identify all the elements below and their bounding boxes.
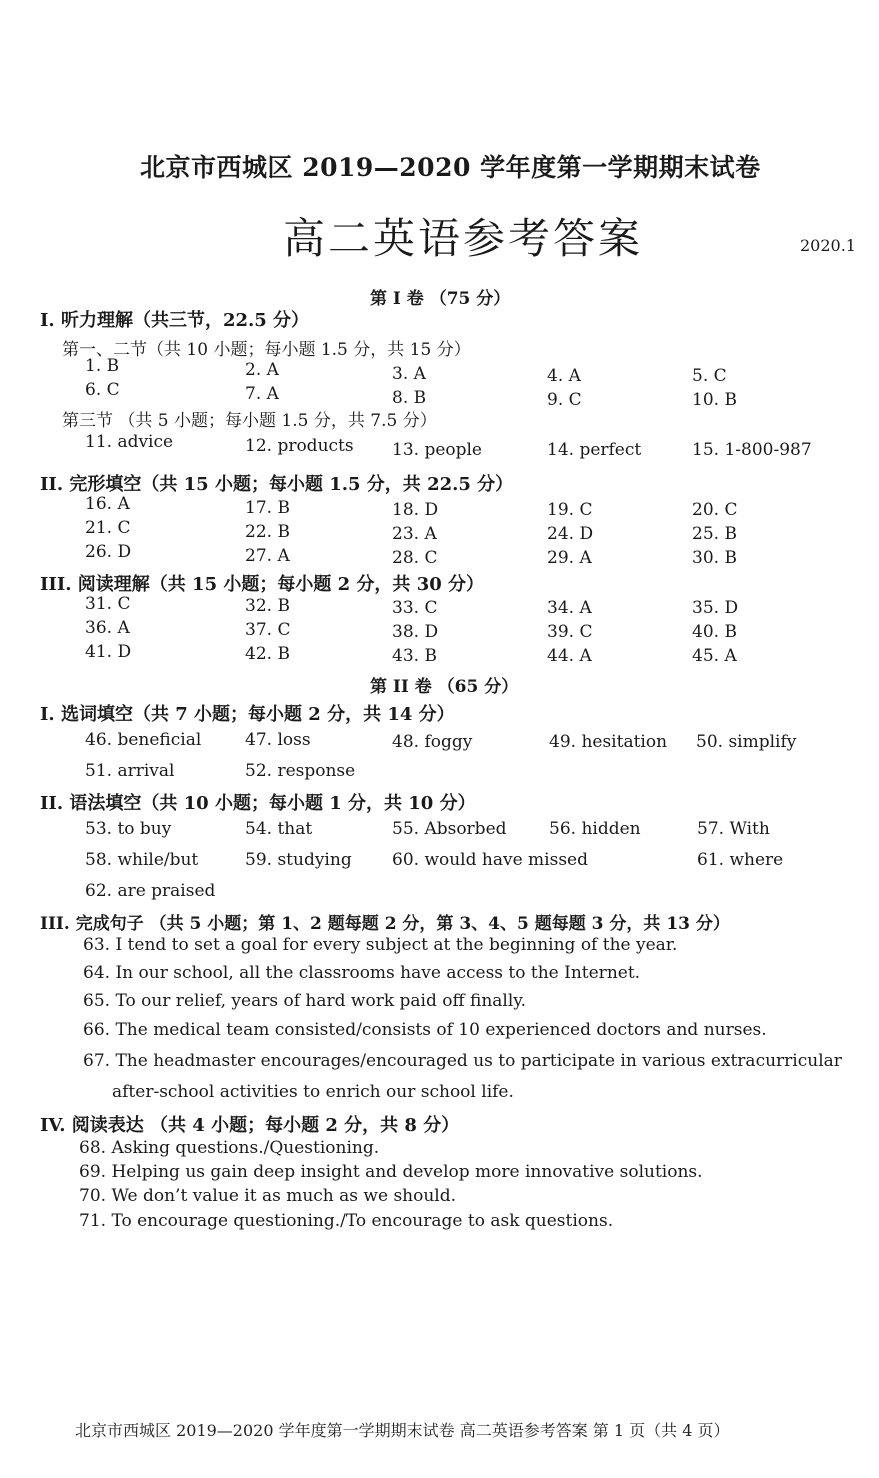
answer-item: 41. D — [85, 642, 132, 662]
answer-item: 23. A — [392, 524, 437, 544]
answer-item: 39. C — [547, 622, 593, 642]
listening-sec12-title: 第一、二节（共 10 小题；每小题 1.5 分，共 15 分） — [62, 340, 471, 360]
answer-item: 44. A — [547, 646, 592, 666]
answer-item: 34. A — [547, 598, 592, 618]
expression-section-title: IV. 阅读表达 （共 4 小题；每小题 2 分，共 8 分） — [40, 1115, 460, 1136]
answer-item: 46. beneficial — [85, 730, 202, 750]
answer-item: 55. Absorbed — [392, 819, 507, 839]
answer-item: 38. D — [392, 622, 439, 642]
sentence-answer: 71. To encourage questioning./To encourage to ask questions. — [79, 1211, 614, 1231]
answer-item: 4. A — [547, 366, 581, 386]
answer-item: 5. C — [692, 366, 727, 386]
page-footer: 北京市西城区 2019—2020 学年度第一学期期末试卷 高二英语参考答案 第 1 页（共 4 页） — [75, 1421, 730, 1440]
answer-item: 42. B — [245, 644, 290, 664]
answer-item: 56. hidden — [549, 819, 641, 839]
sentence-answer: 70. We don’t value it as much as we should. — [79, 1186, 457, 1206]
answer-item: 62. are praised — [85, 881, 216, 901]
answer-item: 12. products — [245, 436, 354, 456]
answer-item: 45. A — [692, 646, 737, 666]
answer-item: 48. foggy — [392, 732, 473, 752]
answer-item: 22. B — [245, 522, 290, 542]
sentence-answer: 63. I tend to set a goal for every subject at the beginning of the year. — [83, 935, 678, 955]
sentence-answer: 65. To our relief, years of hard work paid off finally. — [83, 991, 527, 1011]
word-fill-section-title: I. 选词填空（共 7 小题；每小题 2 分，共 14 分） — [40, 704, 455, 725]
answer-item: 61. where — [697, 850, 784, 870]
part2-title: 第 II 卷 （65 分） — [370, 677, 519, 697]
answer-item: 24. D — [547, 524, 594, 544]
answer-item: 51. arrival — [85, 761, 175, 781]
sentence-answer: 67. The headmaster encourages/encouraged us to participate in various extracurricular — [83, 1051, 842, 1071]
answer-item: 13. people — [392, 440, 482, 460]
answer-item: 53. to buy — [85, 819, 172, 839]
listening-section-title: I. 听力理解（共三节，22.5 分） — [40, 310, 310, 331]
sentence-answer: 68. Asking questions./Questioning. — [79, 1138, 380, 1158]
document-title: 高二英语参考答案 — [283, 214, 644, 263]
answer-item: 26. D — [85, 542, 132, 562]
answer-item: 36. A — [85, 618, 130, 638]
answer-item: 29. A — [547, 548, 592, 568]
answer-item: 43. B — [392, 646, 437, 666]
answer-item: 59. studying — [245, 850, 352, 870]
sentence-answer: 69. Helping us gain deep insight and develop more innovative solutions. — [79, 1162, 703, 1182]
answer-item: 32. B — [245, 596, 290, 616]
answer-item: 10. B — [692, 390, 737, 410]
answer-item: 20. C — [692, 500, 738, 520]
answer-item: 27. A — [245, 546, 290, 566]
answer-item: 58. while/but — [85, 850, 199, 870]
answer-item: 11. advice — [85, 432, 174, 452]
grammar-section-title: II. 语法填空（共 10 小题；每小题 1 分，共 10 分） — [40, 793, 476, 814]
answer-item: 52. response — [245, 761, 356, 781]
answer-item: 40. B — [692, 622, 737, 642]
answer-item: 18. D — [392, 500, 439, 520]
answer-item: 47. loss — [245, 730, 311, 750]
answer-item: 57. With — [697, 819, 770, 839]
sentence-answer-continued: after-school activities to enrich our school life. — [112, 1082, 514, 1102]
answer-item: 60. would have missed — [392, 850, 588, 870]
answer-item: 16. A — [85, 494, 130, 514]
answer-item: 1. B — [85, 356, 120, 376]
answer-item: 6. C — [85, 380, 120, 400]
answer-item: 33. C — [392, 598, 438, 618]
answer-item: 3. A — [392, 364, 426, 384]
sentence-answer: 64. In our school, all the classrooms have access to the Internet. — [83, 963, 641, 983]
answer-item: 49. hesitation — [549, 732, 668, 752]
answer-item: 19. C — [547, 500, 593, 520]
answer-item: 8. B — [392, 388, 427, 408]
cloze-section-title: II. 完形填空（共 15 小题；每小题 1.5 分，共 22.5 分） — [40, 474, 514, 495]
listening-sec3-title: 第三节 （共 5 小题；每小题 1.5 分，共 7.5 分） — [62, 411, 437, 431]
answer-item: 37. C — [245, 620, 291, 640]
answer-item: 54. that — [245, 819, 313, 839]
answer-item: 14. perfect — [547, 440, 642, 460]
sentence-answer: 66. The medical team consisted/consists of 10 experienced doctors and nurses. — [83, 1020, 767, 1040]
exam-title: 北京市西城区 2019—2020 学年度第一学期期末试卷 — [140, 153, 761, 182]
document-date: 2020.1 — [800, 236, 856, 255]
answer-item: 15. 1-800-987 — [692, 440, 812, 460]
answer-item: 21. C — [85, 518, 131, 538]
answer-item: 25. B — [692, 524, 737, 544]
answer-item: 7. A — [245, 384, 279, 404]
answer-item: 31. C — [85, 594, 131, 614]
sentences-section-title: III. 完成句子 （共 5 小题；第 1、2 题每题 2 分，第 3、4、5 题每题 3 分，共 13 分） — [40, 914, 730, 934]
answer-item: 28. C — [392, 548, 438, 568]
answer-item: 2. A — [245, 360, 279, 380]
part1-title: 第 I 卷 （75 分） — [370, 289, 511, 309]
answer-item: 50. simplify — [696, 732, 797, 752]
answer-item: 9. C — [547, 390, 582, 410]
reading-section-title: III. 阅读理解（共 15 小题；每小题 2 分，共 30 分） — [40, 574, 485, 595]
answer-item: 35. D — [692, 598, 739, 618]
answer-item: 17. B — [245, 498, 290, 518]
answer-item: 30. B — [692, 548, 737, 568]
